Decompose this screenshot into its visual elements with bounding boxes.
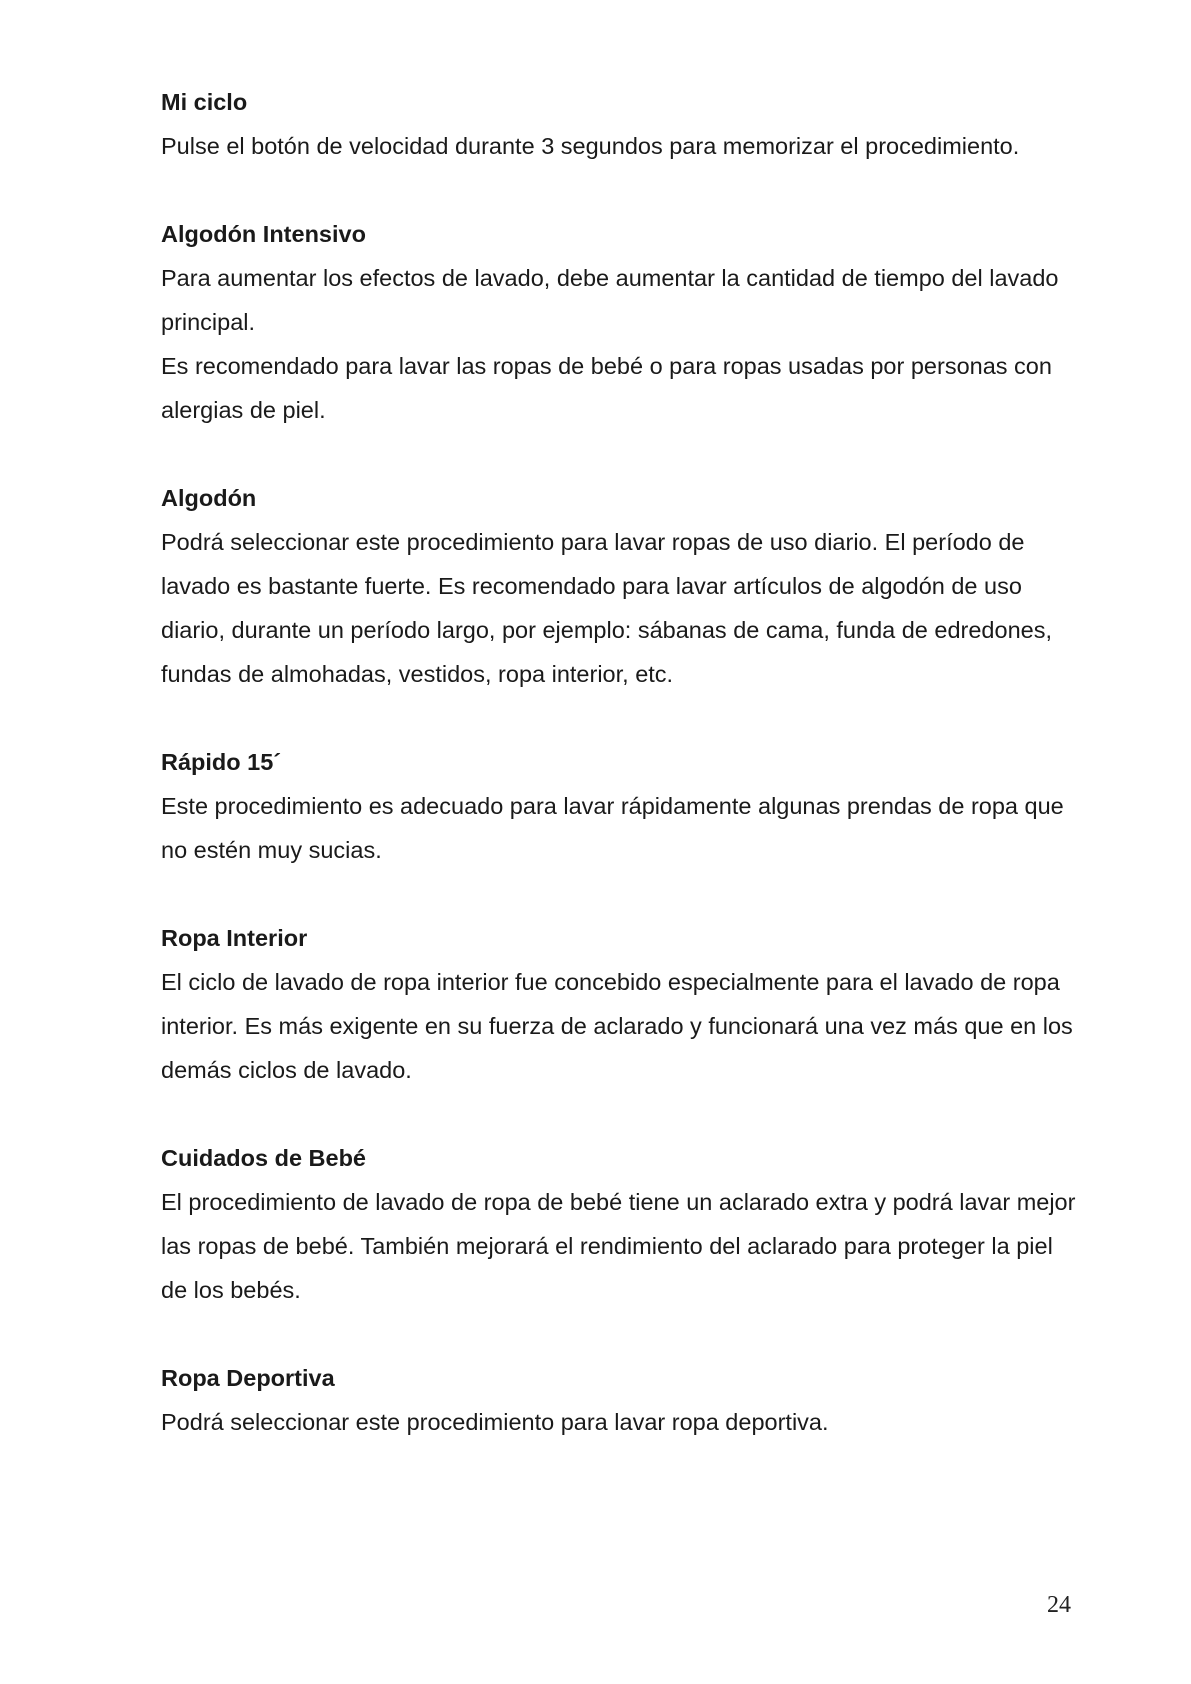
section-paragraph: Podrá seleccionar este procedimiento para lavar ropas de uso diario. El período de lavado es bastante fuerte. Es recomendado para lavar artículos de algodón de uso diario, durante un período largo, por ejemplo: sábanas de cama, funda de edredones, fundas de almohadas, vestidos, ropa interior, etc. [161, 529, 1052, 687]
section-ropa-interior [161, 916, 1081, 1092]
section-paragraph: El ciclo de lavado de ropa interior fue concebido especialmente para el lavado de ropa interior. Es más exigente en su fuerza de aclarado y funcionará una vez más que en los demás ciclos de lavado. [161, 969, 1073, 1083]
section-title: Mi ciclo [161, 89, 248, 115]
section-title: Ropa Deportiva [161, 1365, 335, 1391]
section-mi-ciclo [161, 80, 1081, 168]
section-title: Algodón Intensivo [161, 221, 366, 247]
section-ropa-deportiva [161, 1356, 1081, 1444]
section-title: Algodón [161, 485, 257, 511]
section-paragraph: Pulse el botón de velocidad durante 3 segundos para memorizar el procedimiento. [161, 133, 1020, 159]
section-paragraph: Es recomendado para lavar las ropas de bebé o para ropas usadas por personas con alergias de piel. [161, 353, 1052, 423]
page-number: 24 [1047, 1592, 1071, 1618]
section-cuidados-de-bebe [161, 1136, 1081, 1312]
section-rapido-15 [161, 740, 1081, 872]
section-title: Cuidados de Bebé [161, 1145, 367, 1171]
section-paragraph: Para aumentar los efectos de lavado, debe aumentar la cantidad de tiempo del lavado principal. [161, 265, 1059, 335]
document-body [161, 80, 1081, 1488]
section-paragraph: Podrá seleccionar este procedimiento para lavar ropa deportiva. [161, 1409, 829, 1435]
section-paragraph: El procedimiento de lavado de ropa de bebé tiene un aclarado extra y podrá lavar mejor las ropas de bebé. También mejorará el rendimiento del aclarado para proteger la piel de los bebés. [161, 1189, 1076, 1303]
section-algodon [161, 476, 1081, 696]
section-algodon-intensivo [161, 212, 1081, 432]
section-title: Rápido 15´ [161, 749, 282, 775]
section-title: Ropa Interior [161, 925, 308, 951]
section-paragraph: Este procedimiento es adecuado para lavar rápidamente algunas prendas de ropa que no estén muy sucias. [161, 793, 1064, 863]
